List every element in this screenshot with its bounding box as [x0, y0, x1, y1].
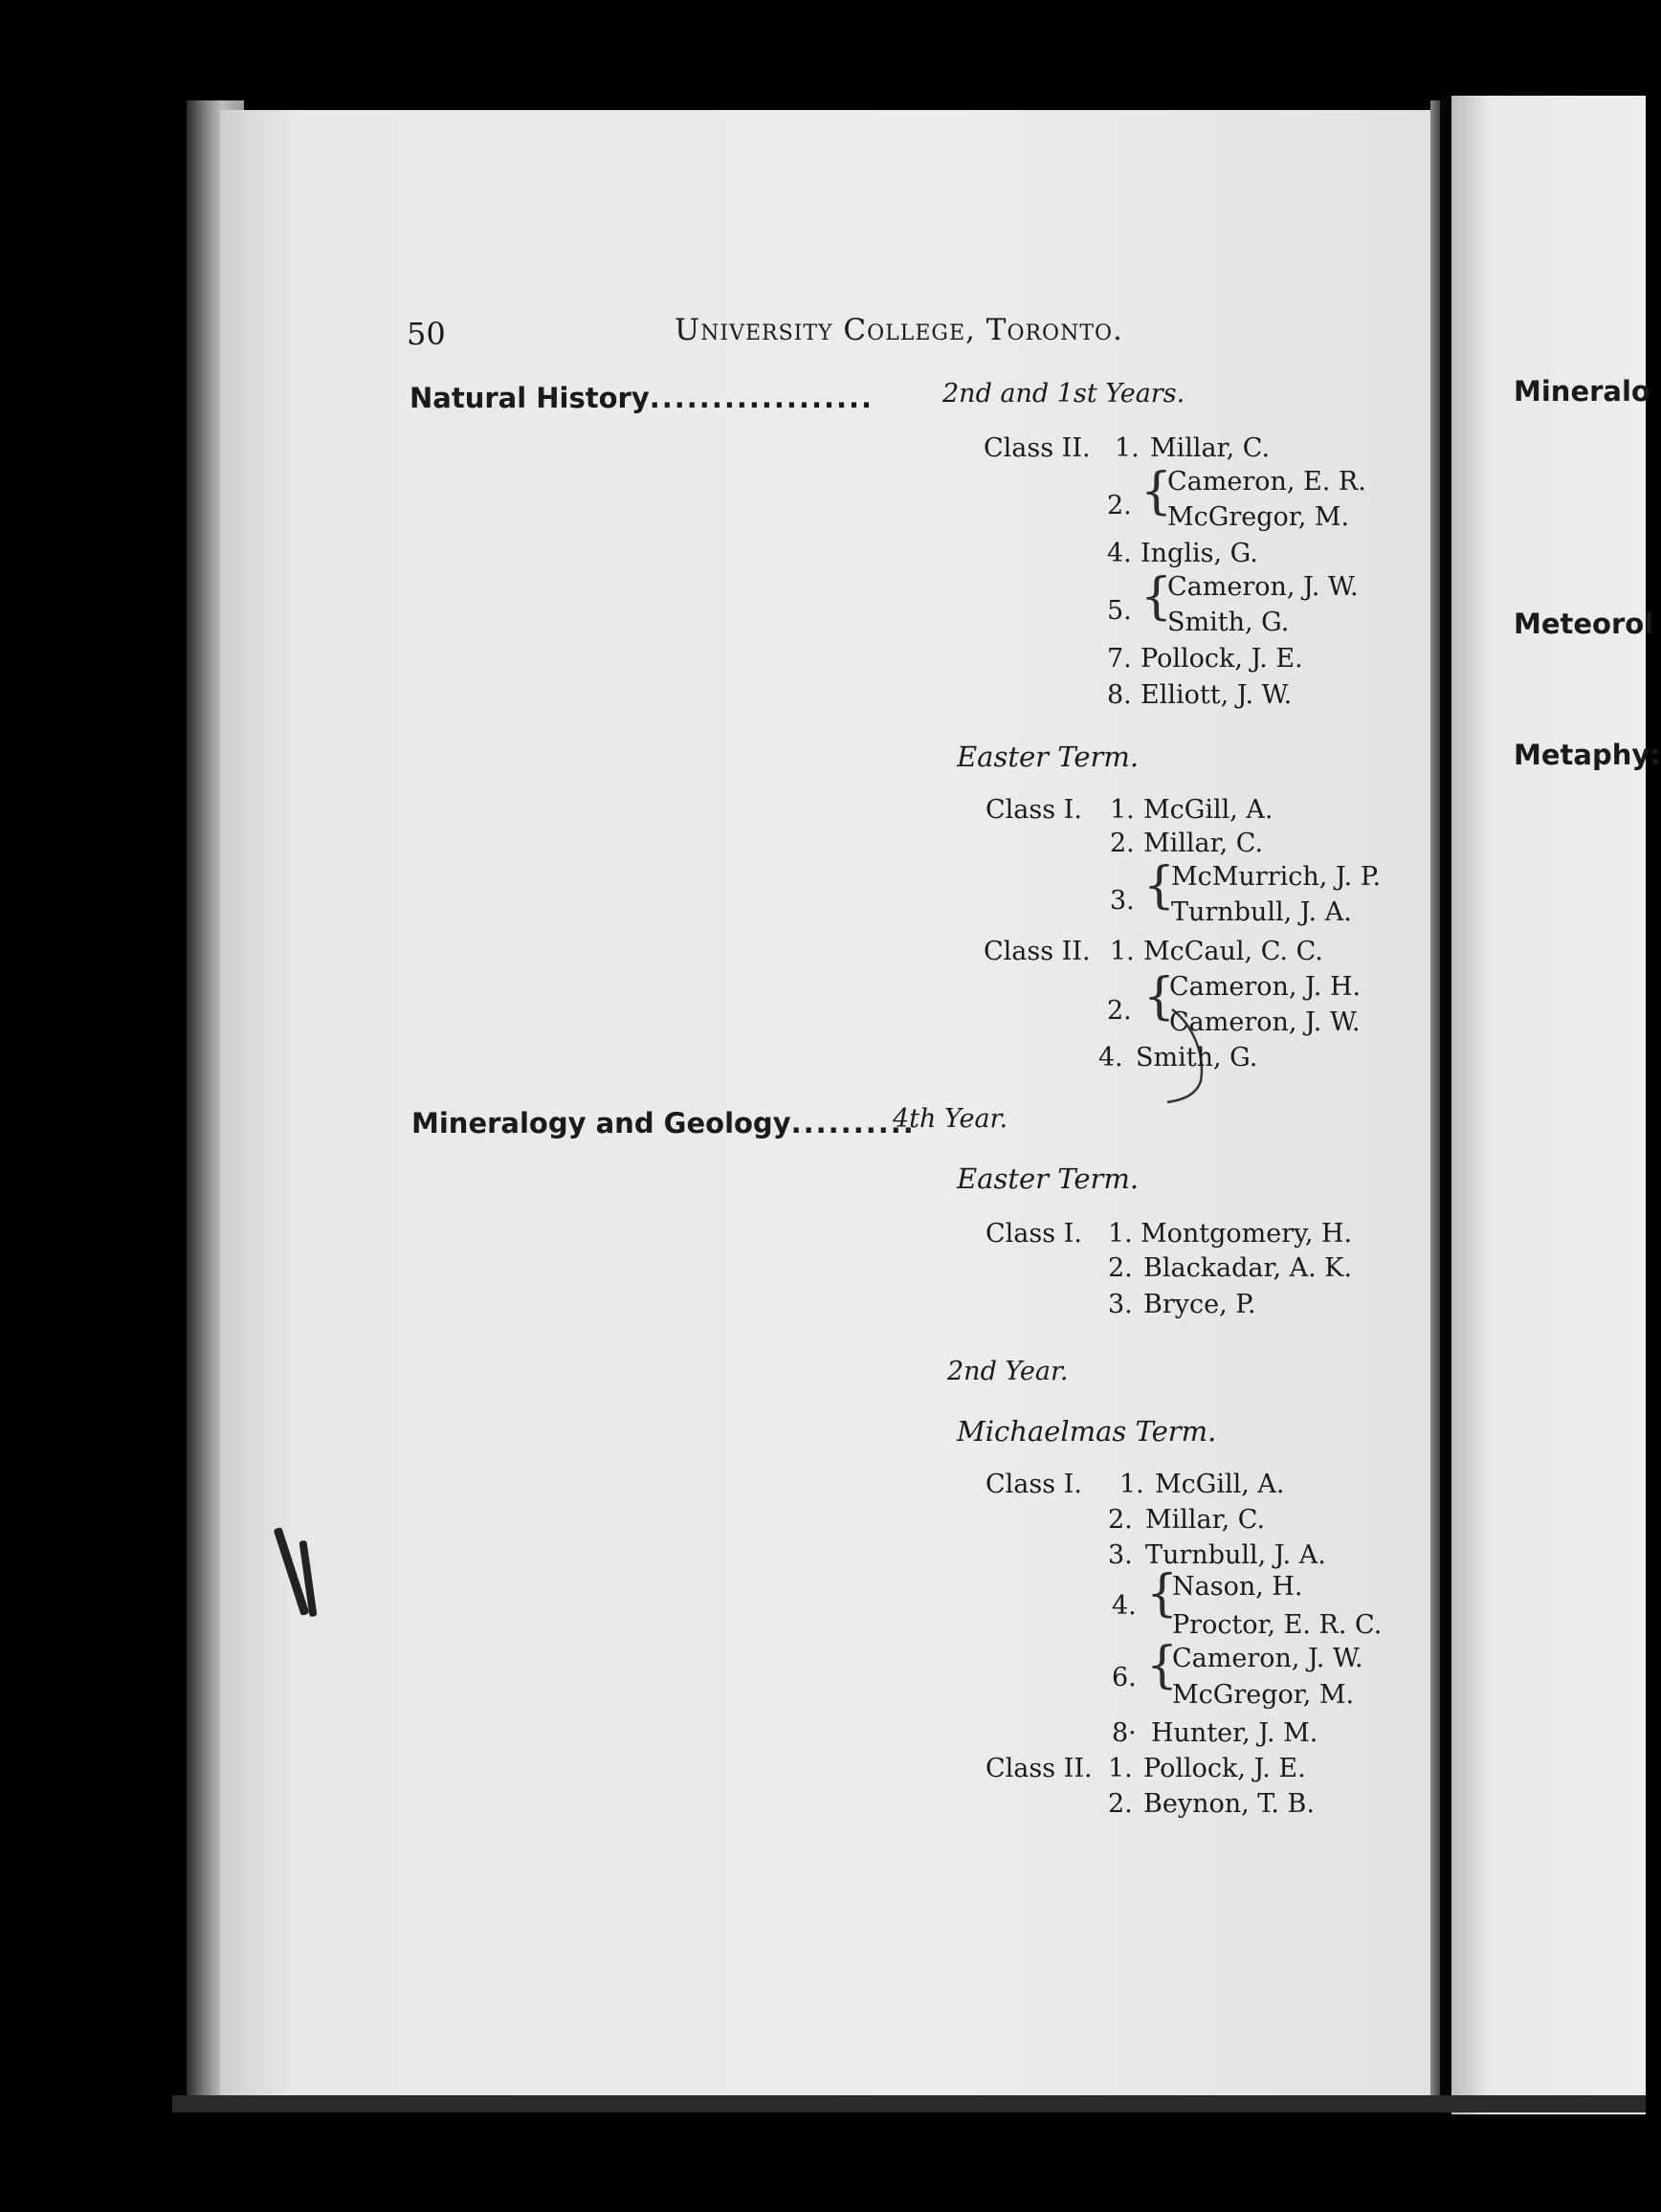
leader-dots: ..................: [649, 382, 875, 414]
student-name: Smith, G.: [1167, 608, 1290, 637]
year-label: 2nd Year.: [947, 1357, 1069, 1386]
student-name: Nason, H.: [1172, 1572, 1303, 1602]
student-name: Inglis, G.: [1141, 539, 1258, 568]
student-name: McCaul, C. C.: [1143, 937, 1323, 966]
running-title: University College, Toronto.: [675, 313, 1123, 347]
rank: 1.: [1108, 1219, 1133, 1249]
brace: {: [1146, 1565, 1179, 1623]
student-name: Millar, C.: [1150, 433, 1271, 463]
rank: 3.: [1110, 886, 1135, 916]
rank: 2.: [1107, 491, 1132, 520]
leader-dots: ..........: [790, 1107, 916, 1139]
student-name: McGill, A.: [1155, 1470, 1285, 1499]
rank: 2.: [1108, 1253, 1133, 1283]
rank: 2.: [1108, 1505, 1133, 1535]
brace: {: [1143, 857, 1176, 915]
student-name: McGregor, M.: [1167, 502, 1350, 532]
rank: 2.: [1108, 1789, 1133, 1819]
student-name: Turnbull, J. A.: [1145, 1540, 1326, 1570]
term-label: Easter Term.: [957, 1162, 1140, 1195]
year-label: 4th Year.: [893, 1104, 1008, 1134]
student-name: Montgomery, H.: [1141, 1219, 1353, 1249]
student-name: Proctor, E. R. C.: [1172, 1610, 1383, 1640]
book-gutter: [1440, 96, 1451, 2105]
student-name: Pollock, J. E.: [1143, 1754, 1306, 1783]
student-name: Millar, C.: [1143, 829, 1264, 858]
student-name: McGill, A.: [1143, 795, 1273, 825]
brace: {: [1141, 463, 1173, 520]
rank: 1.: [1110, 937, 1135, 966]
rank: 1.: [1119, 1470, 1144, 1499]
student-name: Cameron, J. W.: [1167, 572, 1359, 602]
student-name: Beynon, T. B.: [1143, 1789, 1315, 1819]
rank: 8.: [1107, 680, 1132, 710]
student-name: Cameron, E. R.: [1167, 467, 1366, 497]
section-title-text: Mineralogy and Geology: [411, 1107, 791, 1139]
rank: 6.: [1112, 1663, 1137, 1692]
class-label: Class I.: [986, 1470, 1082, 1499]
rank: 7.: [1107, 644, 1132, 674]
class-label: Class II.: [984, 937, 1091, 966]
student-name: Cameron, J. W.: [1172, 1644, 1363, 1673]
facing-page-heading: Mineralo: [1514, 375, 1650, 408]
rank: 4.: [1098, 1043, 1123, 1073]
student-name: Pollock, J. E.: [1141, 644, 1303, 674]
rank: 1.: [1108, 1754, 1133, 1783]
rank: 4.: [1112, 1591, 1137, 1621]
section-title-mineralogy: [411, 1107, 916, 1139]
section-title-text: Natural History: [410, 382, 650, 414]
page-number: 50: [407, 316, 446, 352]
student-name: Elliott, J. W.: [1141, 680, 1293, 710]
class-label: Class I.: [986, 795, 1082, 825]
year-label: 2nd and 1st Years.: [942, 379, 1185, 409]
rank: 2.: [1110, 829, 1135, 858]
student-name: Bryce, P.: [1143, 1290, 1256, 1319]
brace: {: [1141, 568, 1173, 626]
rank: 1.: [1110, 795, 1135, 825]
section-title-natural-history: [410, 382, 875, 414]
bottom-edge: [172, 2095, 1646, 2112]
class-label: Class II.: [984, 433, 1091, 463]
rank: 3.: [1108, 1290, 1133, 1319]
student-name: McMurrich, J. P.: [1171, 862, 1382, 892]
student-name: Blackadar, A. K.: [1143, 1253, 1353, 1283]
student-name: Hunter, J. M.: [1151, 1718, 1318, 1748]
class-label: Class II.: [986, 1754, 1093, 1783]
brace: {: [1143, 968, 1176, 1026]
brace: {: [1146, 1637, 1179, 1694]
term-label: Easter Term.: [957, 741, 1140, 773]
student-name: McGregor, M.: [1172, 1680, 1355, 1710]
student-name: Cameron, J. H.: [1169, 972, 1362, 1002]
rank: 3.: [1108, 1540, 1133, 1570]
rank: 2.: [1107, 996, 1132, 1026]
student-name: Cameron, J. W.: [1169, 1007, 1361, 1037]
rank: 4.: [1107, 539, 1132, 568]
student-name: Millar, C.: [1145, 1505, 1266, 1535]
class-label: Class I.: [986, 1219, 1082, 1249]
rank: 8·: [1112, 1718, 1137, 1748]
rank: 5.: [1107, 596, 1132, 626]
term-label: Michaelmas Term.: [957, 1415, 1217, 1448]
facing-page-heading: Metaphy:: [1514, 739, 1661, 771]
student-name: Smith, G.: [1136, 1043, 1258, 1073]
rank: 1.: [1115, 433, 1140, 463]
facing-page-heading: Meteorol: [1514, 608, 1654, 640]
student-name: Turnbull, J. A.: [1171, 897, 1352, 927]
